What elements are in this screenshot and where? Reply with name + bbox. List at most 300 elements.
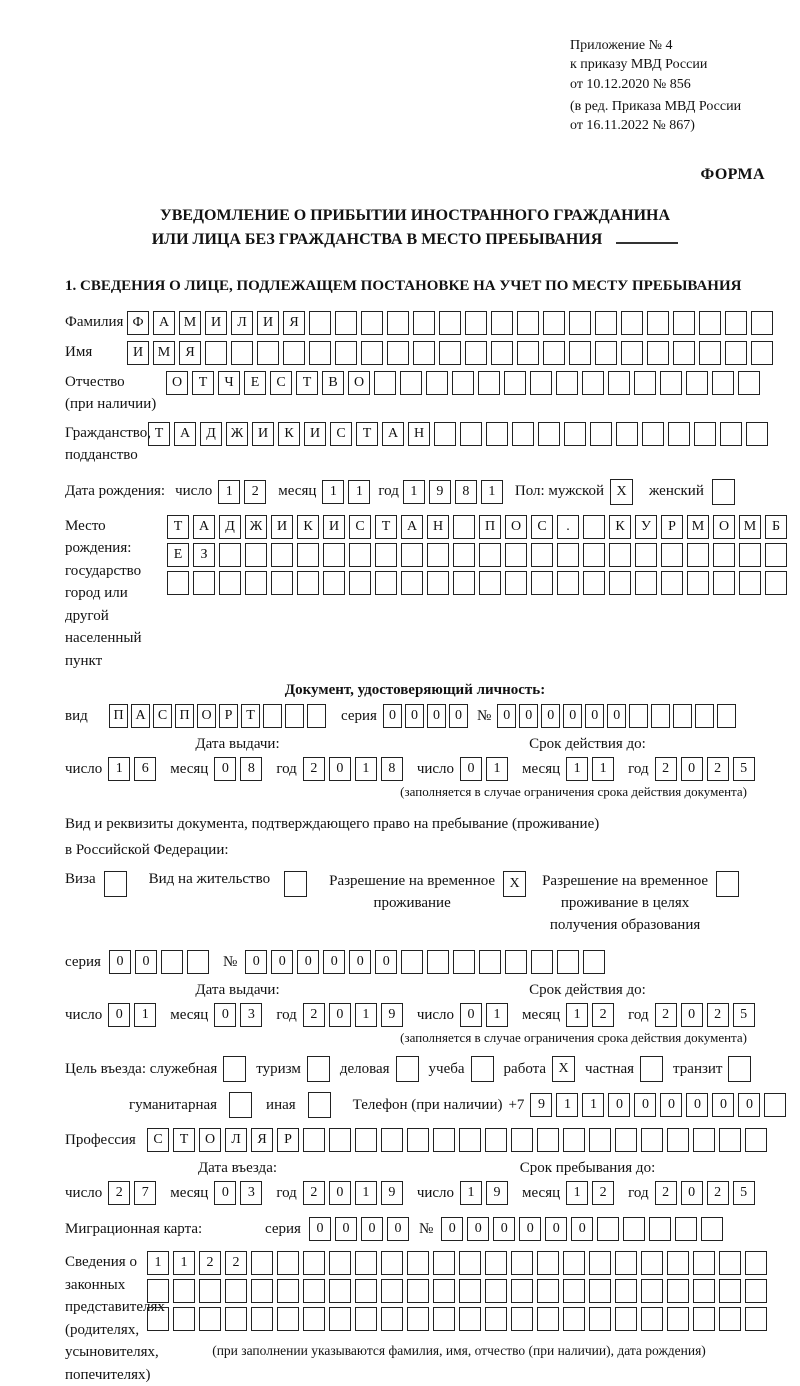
char-cell[interactable] (427, 950, 449, 974)
char-cell[interactable] (504, 371, 526, 395)
char-cell[interactable]: 0 (329, 757, 351, 781)
char-cell[interactable] (695, 704, 714, 728)
char-cell[interactable] (285, 704, 304, 728)
char-cell[interactable]: 0 (585, 704, 604, 728)
char-cell[interactable] (225, 1307, 247, 1331)
char-cell[interactable]: Ч (218, 371, 240, 395)
char-cell[interactable]: В (322, 371, 344, 395)
char-cell[interactable]: 0 (329, 1181, 351, 1205)
char-cell[interactable] (745, 1279, 767, 1303)
char-cell[interactable]: 7 (134, 1181, 156, 1205)
char-cell[interactable] (583, 571, 605, 595)
char-cell[interactable] (199, 1307, 221, 1331)
reps-input-row2[interactable] (147, 1279, 771, 1303)
char-cell[interactable] (323, 571, 345, 595)
doc-number-input[interactable] (497, 704, 739, 728)
char-cell[interactable] (589, 1279, 611, 1303)
purpose-tourism-checkbox[interactable] (307, 1056, 330, 1082)
char-cell[interactable]: 0 (712, 1093, 734, 1117)
char-cell[interactable] (511, 1279, 533, 1303)
char-cell[interactable]: П (175, 704, 194, 728)
char-cell[interactable] (329, 1307, 351, 1331)
char-cell[interactable] (589, 1307, 611, 1331)
char-cell[interactable] (491, 311, 513, 335)
char-cell[interactable] (531, 543, 553, 567)
char-cell[interactable] (537, 1279, 559, 1303)
char-cell[interactable] (245, 571, 267, 595)
citizenship-input[interactable] (148, 422, 772, 446)
doc-valid-month[interactable] (566, 757, 618, 781)
char-cell[interactable] (459, 1279, 481, 1303)
char-cell[interactable] (517, 341, 539, 365)
char-cell[interactable]: 1 (486, 757, 508, 781)
char-cell[interactable] (693, 1279, 715, 1303)
char-cell[interactable]: И (205, 311, 227, 335)
char-cell[interactable] (531, 950, 553, 974)
char-cell[interactable] (349, 543, 371, 567)
char-cell[interactable] (426, 371, 448, 395)
char-cell[interactable] (433, 1279, 455, 1303)
char-cell[interactable] (219, 543, 241, 567)
stay-doc-valid-month[interactable] (566, 1003, 618, 1027)
char-cell[interactable]: И (127, 341, 149, 365)
char-cell[interactable] (712, 371, 734, 395)
char-cell[interactable]: 8 (381, 757, 403, 781)
char-cell[interactable] (557, 571, 579, 595)
char-cell[interactable]: 5 (733, 757, 755, 781)
char-cell[interactable]: С (330, 422, 352, 446)
char-cell[interactable]: 0 (383, 704, 402, 728)
char-cell[interactable] (693, 1128, 715, 1152)
char-cell[interactable]: 0 (405, 704, 424, 728)
char-cell[interactable] (583, 543, 605, 567)
char-cell[interactable] (460, 422, 482, 446)
char-cell[interactable] (717, 704, 736, 728)
char-cell[interactable] (349, 571, 371, 595)
char-cell[interactable]: 0 (681, 757, 703, 781)
char-cell[interactable]: А (193, 515, 215, 539)
char-cell[interactable]: 1 (348, 480, 370, 504)
char-cell[interactable] (387, 341, 409, 365)
char-cell[interactable] (329, 1251, 351, 1275)
char-cell[interactable]: Т (148, 422, 170, 446)
char-cell[interactable] (725, 341, 747, 365)
char-cell[interactable] (713, 543, 735, 567)
char-cell[interactable]: 2 (592, 1181, 614, 1205)
char-cell[interactable]: 0 (329, 1003, 351, 1027)
char-cell[interactable]: 9 (530, 1093, 552, 1117)
char-cell[interactable]: С (531, 515, 553, 539)
char-cell[interactable] (557, 950, 579, 974)
stay-doc-issue-year[interactable] (303, 1003, 407, 1027)
char-cell[interactable]: П (479, 515, 501, 539)
stay-until-day[interactable] (460, 1181, 512, 1205)
char-cell[interactable] (719, 1307, 741, 1331)
char-cell[interactable]: 0 (497, 704, 516, 728)
char-cell[interactable] (219, 571, 241, 595)
char-cell[interactable]: 0 (214, 757, 236, 781)
char-cell[interactable] (407, 1251, 429, 1275)
char-cell[interactable] (329, 1128, 351, 1152)
char-cell[interactable]: Н (427, 515, 449, 539)
char-cell[interactable]: О (348, 371, 370, 395)
char-cell[interactable] (713, 571, 735, 595)
char-cell[interactable]: Т (173, 1128, 195, 1152)
char-cell[interactable]: Л (225, 1128, 247, 1152)
sex-male-checkbox[interactable]: X (610, 479, 633, 505)
char-cell[interactable] (439, 311, 461, 335)
char-cell[interactable] (465, 341, 487, 365)
char-cell[interactable]: 9 (486, 1181, 508, 1205)
char-cell[interactable] (693, 1307, 715, 1331)
char-cell[interactable] (589, 1128, 611, 1152)
char-cell[interactable]: 2 (655, 1003, 677, 1027)
char-cell[interactable]: С (349, 515, 371, 539)
migration-series-input[interactable] (309, 1217, 413, 1241)
char-cell[interactable]: 0 (361, 1217, 383, 1241)
char-cell[interactable] (609, 571, 631, 595)
char-cell[interactable]: 1 (403, 480, 425, 504)
char-cell[interactable] (381, 1307, 403, 1331)
char-cell[interactable] (355, 1307, 377, 1331)
char-cell[interactable] (485, 1279, 507, 1303)
char-cell[interactable] (245, 543, 267, 567)
char-cell[interactable] (452, 371, 474, 395)
char-cell[interactable]: . (557, 515, 579, 539)
char-cell[interactable]: 0 (607, 704, 626, 728)
char-cell[interactable] (597, 1217, 619, 1241)
char-cell[interactable]: 0 (108, 1003, 130, 1027)
char-cell[interactable] (634, 371, 656, 395)
char-cell[interactable]: Б (765, 515, 787, 539)
char-cell[interactable] (673, 704, 692, 728)
char-cell[interactable] (355, 1251, 377, 1275)
char-cell[interactable]: 0 (608, 1093, 630, 1117)
char-cell[interactable]: Е (244, 371, 266, 395)
char-cell[interactable] (720, 422, 742, 446)
char-cell[interactable] (307, 704, 326, 728)
char-cell[interactable] (374, 371, 396, 395)
char-cell[interactable]: 0 (519, 704, 538, 728)
char-cell[interactable] (673, 341, 695, 365)
char-cell[interactable] (459, 1307, 481, 1331)
char-cell[interactable] (686, 371, 708, 395)
stay-doc-issue-day[interactable] (108, 1003, 160, 1027)
char-cell[interactable] (147, 1307, 169, 1331)
char-cell[interactable] (161, 950, 183, 974)
char-cell[interactable]: Ф (127, 311, 149, 335)
char-cell[interactable] (647, 341, 669, 365)
char-cell[interactable]: 9 (381, 1181, 403, 1205)
char-cell[interactable] (563, 1307, 585, 1331)
char-cell[interactable]: А (153, 311, 175, 335)
char-cell[interactable]: 0 (349, 950, 371, 974)
char-cell[interactable] (491, 341, 513, 365)
char-cell[interactable] (433, 1251, 455, 1275)
char-cell[interactable] (439, 341, 461, 365)
char-cell[interactable] (543, 311, 565, 335)
char-cell[interactable]: 1 (322, 480, 344, 504)
entry-day[interactable] (108, 1181, 160, 1205)
char-cell[interactable] (478, 371, 500, 395)
char-cell[interactable] (453, 571, 475, 595)
char-cell[interactable] (485, 1128, 507, 1152)
reps-input-row1[interactable] (147, 1251, 771, 1275)
char-cell[interactable] (538, 422, 560, 446)
char-cell[interactable]: 0 (681, 1003, 703, 1027)
char-cell[interactable]: 0 (571, 1217, 593, 1241)
char-cell[interactable]: 0 (449, 704, 468, 728)
char-cell[interactable]: 8 (240, 757, 262, 781)
doc-kind-input[interactable] (109, 704, 329, 728)
char-cell[interactable]: 0 (541, 704, 560, 728)
char-cell[interactable]: 1 (592, 757, 614, 781)
char-cell[interactable]: Ж (226, 422, 248, 446)
char-cell[interactable]: М (687, 515, 709, 539)
char-cell[interactable]: Р (277, 1128, 299, 1152)
char-cell[interactable] (303, 1307, 325, 1331)
char-cell[interactable] (583, 515, 605, 539)
char-cell[interactable] (381, 1128, 403, 1152)
char-cell[interactable]: С (153, 704, 172, 728)
char-cell[interactable] (641, 1279, 663, 1303)
char-cell[interactable]: 9 (429, 480, 451, 504)
char-cell[interactable]: 0 (467, 1217, 489, 1241)
char-cell[interactable]: 3 (240, 1181, 262, 1205)
entry-month[interactable] (214, 1181, 266, 1205)
char-cell[interactable]: 0 (460, 757, 482, 781)
char-cell[interactable] (647, 311, 669, 335)
char-cell[interactable] (323, 543, 345, 567)
char-cell[interactable] (661, 543, 683, 567)
char-cell[interactable] (329, 1279, 351, 1303)
char-cell[interactable] (193, 571, 215, 595)
char-cell[interactable] (543, 341, 565, 365)
char-cell[interactable]: И (323, 515, 345, 539)
char-cell[interactable] (407, 1307, 429, 1331)
char-cell[interactable]: 0 (245, 950, 267, 974)
char-cell[interactable] (517, 311, 539, 335)
char-cell[interactable]: Я (251, 1128, 273, 1152)
char-cell[interactable] (427, 571, 449, 595)
char-cell[interactable]: А (174, 422, 196, 446)
char-cell[interactable]: О (166, 371, 188, 395)
char-cell[interactable]: 2 (592, 1003, 614, 1027)
char-cell[interactable]: 3 (240, 1003, 262, 1027)
char-cell[interactable] (479, 543, 501, 567)
char-cell[interactable]: 0 (297, 950, 319, 974)
char-cell[interactable] (485, 1251, 507, 1275)
purpose-work-checkbox[interactable]: X (552, 1056, 575, 1082)
char-cell[interactable]: И (257, 311, 279, 335)
char-cell[interactable] (485, 1307, 507, 1331)
char-cell[interactable] (675, 1217, 697, 1241)
char-cell[interactable] (251, 1279, 273, 1303)
char-cell[interactable] (615, 1128, 637, 1152)
stay-doc-valid-day[interactable] (460, 1003, 512, 1027)
char-cell[interactable] (309, 341, 331, 365)
char-cell[interactable]: О (197, 704, 216, 728)
char-cell[interactable]: 5 (733, 1181, 755, 1205)
birth-month-input[interactable] (322, 480, 374, 504)
char-cell[interactable]: К (278, 422, 300, 446)
char-cell[interactable]: О (199, 1128, 221, 1152)
char-cell[interactable] (251, 1307, 273, 1331)
char-cell[interactable] (563, 1251, 585, 1275)
char-cell[interactable] (407, 1279, 429, 1303)
char-cell[interactable]: 2 (707, 1003, 729, 1027)
char-cell[interactable] (511, 1128, 533, 1152)
char-cell[interactable] (719, 1279, 741, 1303)
char-cell[interactable] (693, 1251, 715, 1275)
char-cell[interactable] (719, 1251, 741, 1275)
char-cell[interactable] (511, 1251, 533, 1275)
char-cell[interactable]: 0 (634, 1093, 656, 1117)
char-cell[interactable]: Н (408, 422, 430, 446)
char-cell[interactable]: 2 (303, 1003, 325, 1027)
purpose-business-checkbox[interactable] (396, 1056, 419, 1082)
char-cell[interactable]: 1 (556, 1093, 578, 1117)
temp-residence-edu-checkbox[interactable] (716, 871, 739, 897)
stay-doc-valid-year[interactable] (655, 1003, 759, 1027)
char-cell[interactable] (433, 1307, 455, 1331)
char-cell[interactable]: Т (241, 704, 260, 728)
char-cell[interactable] (563, 1279, 585, 1303)
char-cell[interactable] (694, 422, 716, 446)
char-cell[interactable] (661, 571, 683, 595)
char-cell[interactable]: 2 (655, 757, 677, 781)
residence-permit-checkbox[interactable] (284, 871, 307, 897)
char-cell[interactable] (277, 1251, 299, 1275)
char-cell[interactable] (641, 1307, 663, 1331)
char-cell[interactable]: С (270, 371, 292, 395)
char-cell[interactable]: К (609, 515, 631, 539)
char-cell[interactable] (381, 1251, 403, 1275)
char-cell[interactable] (167, 571, 189, 595)
char-cell[interactable] (459, 1128, 481, 1152)
stay-doc-issue-month[interactable] (214, 1003, 266, 1027)
char-cell[interactable]: Т (192, 371, 214, 395)
char-cell[interactable] (271, 571, 293, 595)
char-cell[interactable]: И (271, 515, 293, 539)
char-cell[interactable] (635, 543, 657, 567)
char-cell[interactable] (667, 1251, 689, 1275)
char-cell[interactable] (375, 543, 397, 567)
stay-doc-number-input[interactable] (245, 950, 609, 974)
phone-input[interactable] (530, 1093, 790, 1117)
char-cell[interactable] (621, 311, 643, 335)
char-cell[interactable] (738, 371, 760, 395)
char-cell[interactable] (434, 422, 456, 446)
char-cell[interactable]: Т (296, 371, 318, 395)
char-cell[interactable] (361, 311, 383, 335)
char-cell[interactable]: 2 (225, 1251, 247, 1275)
char-cell[interactable]: 0 (427, 704, 446, 728)
char-cell[interactable]: Т (375, 515, 397, 539)
char-cell[interactable]: 1 (218, 480, 240, 504)
char-cell[interactable] (355, 1279, 377, 1303)
char-cell[interactable] (537, 1251, 559, 1275)
char-cell[interactable]: 0 (519, 1217, 541, 1241)
char-cell[interactable] (719, 1128, 741, 1152)
char-cell[interactable] (479, 950, 501, 974)
birth-place-input-row3[interactable] (167, 571, 791, 595)
char-cell[interactable]: 0 (335, 1217, 357, 1241)
char-cell[interactable]: М (179, 311, 201, 335)
char-cell[interactable]: 0 (375, 950, 397, 974)
char-cell[interactable] (251, 1251, 273, 1275)
char-cell[interactable] (673, 311, 695, 335)
surname-input[interactable] (127, 311, 777, 335)
doc-valid-day[interactable] (460, 757, 512, 781)
char-cell[interactable] (569, 341, 591, 365)
char-cell[interactable]: 1 (566, 1003, 588, 1027)
char-cell[interactable]: 0 (271, 950, 293, 974)
char-cell[interactable]: С (147, 1128, 169, 1152)
char-cell[interactable] (486, 422, 508, 446)
char-cell[interactable] (641, 1251, 663, 1275)
char-cell[interactable] (401, 571, 423, 595)
char-cell[interactable]: 0 (686, 1093, 708, 1117)
char-cell[interactable] (413, 311, 435, 335)
purpose-transit-checkbox[interactable] (728, 1056, 751, 1082)
char-cell[interactable] (641, 1128, 663, 1152)
char-cell[interactable] (537, 1307, 559, 1331)
char-cell[interactable] (401, 543, 423, 567)
char-cell[interactable] (635, 571, 657, 595)
char-cell[interactable] (595, 341, 617, 365)
char-cell[interactable] (699, 311, 721, 335)
char-cell[interactable] (751, 311, 773, 335)
char-cell[interactable] (303, 1251, 325, 1275)
char-cell[interactable] (609, 543, 631, 567)
char-cell[interactable]: 0 (660, 1093, 682, 1117)
char-cell[interactable] (667, 1128, 689, 1152)
char-cell[interactable] (453, 950, 475, 974)
char-cell[interactable] (433, 1128, 455, 1152)
char-cell[interactable]: 1 (147, 1251, 169, 1275)
char-cell[interactable] (725, 311, 747, 335)
char-cell[interactable] (537, 1128, 559, 1152)
char-cell[interactable] (701, 1217, 723, 1241)
char-cell[interactable] (651, 704, 670, 728)
char-cell[interactable]: А (131, 704, 150, 728)
char-cell[interactable] (309, 311, 331, 335)
char-cell[interactable] (557, 543, 579, 567)
char-cell[interactable] (459, 1251, 481, 1275)
char-cell[interactable]: 6 (134, 757, 156, 781)
char-cell[interactable]: 0 (460, 1003, 482, 1027)
entry-year[interactable] (303, 1181, 407, 1205)
char-cell[interactable] (667, 1279, 689, 1303)
char-cell[interactable]: 0 (493, 1217, 515, 1241)
char-cell[interactable] (400, 371, 422, 395)
char-cell[interactable]: 5 (733, 1003, 755, 1027)
char-cell[interactable] (505, 571, 527, 595)
char-cell[interactable] (564, 422, 586, 446)
char-cell[interactable] (335, 311, 357, 335)
char-cell[interactable]: 2 (655, 1181, 677, 1205)
char-cell[interactable] (512, 422, 534, 446)
char-cell[interactable]: 1 (355, 1181, 377, 1205)
char-cell[interactable] (745, 1307, 767, 1331)
doc-issue-day[interactable] (108, 757, 160, 781)
char-cell[interactable] (231, 341, 253, 365)
char-cell[interactable] (407, 1128, 429, 1152)
char-cell[interactable]: Я (179, 341, 201, 365)
char-cell[interactable] (699, 341, 721, 365)
char-cell[interactable]: 1 (582, 1093, 604, 1117)
